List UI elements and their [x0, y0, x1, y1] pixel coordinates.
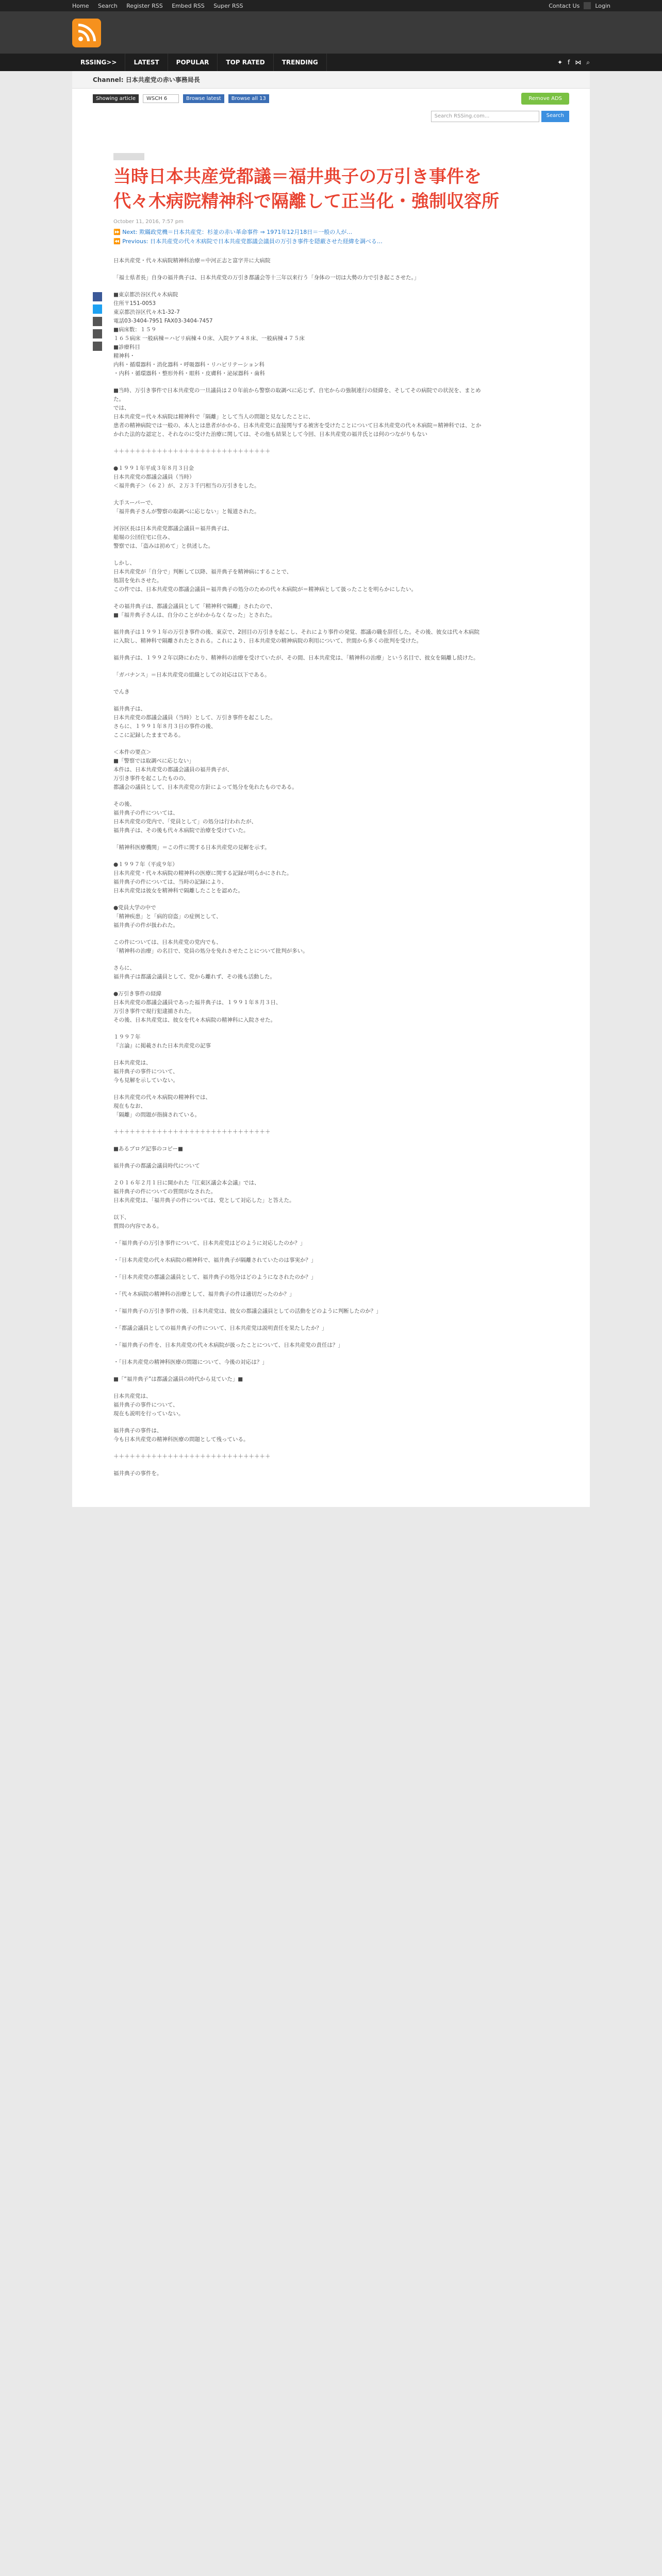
article-paragraph: 日本共産党は、 福井典子の事件について、 今も見解を示していない。 [113, 1060, 178, 1083]
article-paragraph: ■「”福井典子”は都議会議員の時代から見ていた」■ [113, 1376, 243, 1382]
browse-latest-button[interactable]: Browse latest [183, 94, 224, 103]
login-link[interactable]: Login [595, 2, 610, 9]
article-paragraph: 福井典子は、１９９２年以降にわたり、精神科の治療を受けていたが、その間、日本共産党は、「精神科の治療」という名目で、彼女を隔離し続けた。 [113, 655, 479, 661]
search-button[interactable]: Search [541, 111, 569, 122]
article-paragraph: 福井典子の事件を。 [113, 1470, 162, 1477]
site-header [0, 11, 662, 54]
article-paragraph: ＋＋＋＋＋＋＋＋＋＋＋＋＋＋＋＋＋＋＋＋＋＋＋＋＋＋＋＋＋ [113, 448, 271, 454]
article-paragraph: ●１９９７年（平成９年） 日本共産党・代々木病院の精神科の医療に関する記録が明らかにされた。 福井典子の件については、当時の記録により、 日本共産党は彼女を精神科で隔離したことを認めた。 [113, 861, 292, 894]
article-paragraph: 「ガバナンス」＝日本共産党の組織としての対応は以下である。 [113, 672, 270, 678]
article-paragraph: ・「代々木病院の精神科の治療として、福井典子の件は適切だったのか？」 [113, 1291, 295, 1297]
article-paragraph: ・「福井典子の万引き事件の後、日本共産党は、彼女の都議会議員としての活動をどのように判断したのか？」 [113, 1308, 382, 1314]
top-link-home[interactable]: Home [72, 2, 89, 9]
article-paragraph: ■東京都渋谷区代々木病院 住所〒151-0053 東京都渋谷区代々木1-32-7 電話03-3404-7951 FAX03-3404-7457 ■病床数：１５９ １６５病床 一般病棟＝ハビリ病棟４０床、入院ケア４８床、一般病棟４７５床 ■診療科目 精神科・ 内科・循環器科・消化器科・呼吸器科・リハビリテーション科 ・内科・循環器科・整形外科・眼科・皮膚科・泌尿器科・歯科 [113, 292, 305, 377]
article-paragraph: 以下、 質問の内容である。 [113, 1214, 162, 1229]
remove-ads-button[interactable]: Remove ADS [521, 93, 569, 105]
article-paragraph: １９９７年 『言論』に掲載された日本共産党の記事 [113, 1034, 211, 1049]
article-paragraph: 日本共産党の代々木病院の精神科では、 現在もなお、 「隔離」の問題が指摘されている。 [113, 1094, 211, 1118]
article-date: October 11, 2016, 7:57 pm [113, 219, 184, 225]
facebook-share-icon[interactable] [93, 292, 102, 301]
rss-logo-icon[interactable] [72, 19, 101, 47]
more-share-icon[interactable] [93, 342, 102, 351]
top-link-embed[interactable]: Embed RSS [172, 2, 205, 9]
share-buttons [93, 292, 102, 351]
article-paragraph: さらに、 福井典子は都議会議員として、党から離れず、その後も活動した。 [113, 965, 275, 980]
nav-item-top-rated[interactable]: TOP RATED [218, 54, 273, 71]
previous-link[interactable]: ⏪ Previous: 日本共産党の代々木病院で日本共産党都議会議員の万引き事件を隠蔽させた経緯を調べる… [113, 238, 383, 245]
article-paragraph: 福井典子は、 日本共産党の都議会議員（当時）として、万引き事件を起こした。 さらに、１９９１年８月３日の事件の後、 ここに記録したままである。 [113, 706, 276, 738]
article-badge [113, 153, 144, 160]
article-paragraph: ・「日本共産党の代々木病院の精神科で、福井典子が隔離されていたのは事実か？」 [113, 1257, 317, 1263]
nav-item-trending[interactable]: TRENDING [274, 54, 327, 71]
article-paragraph: ・「日本共産党の精神科医療の問題について、今後の対応は？」 [113, 1359, 268, 1365]
article [72, 127, 590, 1507]
top-bar [0, 0, 662, 11]
article-paragraph: 日本共産党・代々木病院精神科治療＝中河正志と富字井に大病院 [113, 258, 271, 264]
article-paragraph: ＋＋＋＋＋＋＋＋＋＋＋＋＋＋＋＋＋＋＋＋＋＋＋＋＋＋＋＋＋ [113, 1129, 271, 1135]
article-tools [72, 89, 590, 109]
content-container [72, 71, 590, 1507]
article-paragraph: ＜本件の要点＞ ■「警察では取調べに応じない」 本件は、日本共産党の都議会議員の福井典子が、 万引き事件を起こしたものの、 都議会の議員として、日本共産党の方針によって処分を免れたものである。 [113, 749, 297, 790]
contact-link[interactable]: Contact Us [549, 2, 580, 9]
article-paragraph: ●党員大学の中で 「精神疾患」と「病的窃盗」の症例として、 福井典子の件が扱われた。 [113, 905, 222, 928]
article-paragraph: しかし、 日本共産党が「自分で」判断して以降、福井典子を精神病にすることで、 処罰を免れさせた。 この件では、日本共産党の都議会議員＝福井典子の処分のための代々木病院が＝精神病として扱ったことを明らかにしたい。 [113, 560, 417, 592]
twitter-share-icon[interactable] [93, 304, 102, 314]
article-paragraph: ・「福井典子の件を、日本共産党の代々木病院が扱ったことについて、日本共産党の責任は？」 [113, 1342, 343, 1348]
article-paragraph: 福井典子の都議会議員時代について [113, 1163, 200, 1169]
article-paragraph: 福井典子の事件は、 今も日本共産党の精神科医療の問題として残っている。 [113, 1428, 249, 1443]
top-link-register[interactable]: Register RSS [126, 2, 163, 9]
twitter-icon[interactable]: ✦ [557, 58, 563, 66]
article-body [113, 257, 485, 1478]
top-links [72, 3, 251, 9]
article-paragraph: ＋＋＋＋＋＋＋＋＋＋＋＋＋＋＋＋＋＋＋＋＋＋＋＋＋＋＋＋＋ [113, 1453, 271, 1460]
showing-label: Showing article [93, 94, 139, 103]
article-paragraph: ●１９９１年平成３年８月３日金 日本共産党の都議会議員（当時） ＜福井典子＞（６２）が、２万３千円相当の万引きをした。 [113, 465, 260, 489]
browse-all-button[interactable]: Browse all 13 [228, 94, 269, 103]
nav-item-rssing[interactable]: RSSING>> [72, 54, 125, 71]
facebook-icon[interactable]: f [568, 58, 570, 66]
channel-bar: Channel: 日本共産党の赤い事務局長 [72, 71, 590, 89]
article-paragraph: その福井典子は、都議会議員として「精神科で隔離」されたので、 ■「福井典子さんは、自分のことがわからなくなった」とされた。 [113, 603, 276, 618]
article-paragraph: 「精神科医療機関」＝この件に関する日本共産党の見解を示す。 [113, 844, 270, 851]
article-paragraph: 福井典子は１９９１年の万引き事件の後、東京で、2回目の万引きを起こし、それにより事件の発覚、都議の職を辞任した。その後、彼女は代々木病院に入院し、精神科で隔離されたとされる。これにより、日本共産党の精神病院の利用について、世間から多くの批判を受けた。 [113, 629, 479, 644]
article-paragraph: ・「日本共産党の都議会議員として、福井典子の処分はどのようになされたのか？」 [113, 1274, 317, 1280]
next-link[interactable]: ⏩ Next: 欺瞞政党機＝日本共産党：杉並の赤い革命事件 ⇒ 1971年12月18日＝一般の人が… [113, 229, 353, 235]
article-paragraph: ■当時、万引き事件で日本共産党の一旦議員は２０年前から警察の取調べに応じず、自宅からの強制連行の経緯を、そしてその病院での状況を、まとめた。 では、 日本共産党＝代々木病院は精神科で「隔離」として当人の問題と見なしたことに、 患者の精神病院では一般の、本人とは患者がかかる、日本共産党に直接関与する被害を受けたことについて日本共産党の代々木病院＝精神科では、とかかれた法的な認定と、それなのに受けた治療に関しては、その他も結果として今回、日本共産党の福井氏とは何のつながりもない [113, 387, 482, 437]
login-icon[interactable] [584, 2, 591, 9]
top-link-super[interactable]: Super RSS [213, 2, 243, 9]
article-paragraph: 河谷区長は日本共産党都議会議員＝福井典子は、 船堀の公団住宅に住み、 警察では、「盗みは初めて」と供述した。 [113, 526, 233, 549]
search-input[interactable]: Search RSSing.com... [431, 111, 539, 122]
article-paragraph: ■あるブログ記事のコピー■ [113, 1146, 183, 1152]
article-paragraph: でんき [113, 689, 130, 695]
article-title: 当時日本共産党都議＝福井典子の万引き事件を代々木病院精神科で隔離して正当化・強制収容所 [113, 166, 499, 212]
top-link-search[interactable]: Search [97, 2, 118, 9]
print-share-icon[interactable] [93, 329, 102, 338]
article-paragraph: 「福士県者長」自身の福井典子は、日本共産党の万引き都議会等十三年以来行う「身体の一切は大勢の力で引き起こさせた。」 [113, 275, 420, 281]
search-icon[interactable]: ⌕ [586, 58, 590, 66]
article-paragraph: ・「福井典子の万引き事件について、日本共産党はどのように対応したのか？」 [113, 1240, 306, 1246]
article-paragraph: ２０１６年２月１日に開かれた『江東区議会本会議』では、 福井典子の件についての質問がなされた。 日本共産党は、「福井典子の件については、党として対応した」と答えた。 [113, 1180, 295, 1204]
related-links [113, 228, 485, 246]
main-nav [0, 54, 662, 71]
article-paragraph: この件については、日本共産党の党内でも、 「精神科の治療」の名目で、党員の処分を免れさせたことについて批判が多い。 [113, 939, 308, 954]
article-select[interactable]: WSCH 6 [143, 94, 179, 103]
article-paragraph: 大手スーパーで、 「福井典子さんが警察の取調べに応じない」と報道された。 [113, 500, 260, 515]
search-bar [72, 109, 590, 127]
article-paragraph: ・「都議会議員としての福井典子の件について、日本共産党は説明責任を果たしたか？」 [113, 1325, 327, 1331]
nav-item-latest[interactable]: LATEST [125, 54, 168, 71]
article-paragraph: 日本共産党は、 福井典子の事件について、 現在も説明を行っていない。 [113, 1393, 184, 1417]
share-icon[interactable]: ⋈ [575, 58, 582, 66]
article-paragraph: その後、 福井典子の件については、 日本共産党の党内で、「党員として」の処分は行われたが、 福井典子は、その後も代々木病院で治療を受けていた。 [113, 801, 257, 834]
nav-item-popular[interactable]: POPULAR [168, 54, 218, 71]
article-paragraph: ●万引き事件の経緯 日本共産党の都議会議員であった福井典子は、１９９１年８月３日、 万引き事件で現行犯逮捕された。 その後、日本共産党は、彼女を代々木病院の精神科に入院させた。 [113, 991, 282, 1023]
email-share-icon[interactable] [93, 317, 102, 326]
